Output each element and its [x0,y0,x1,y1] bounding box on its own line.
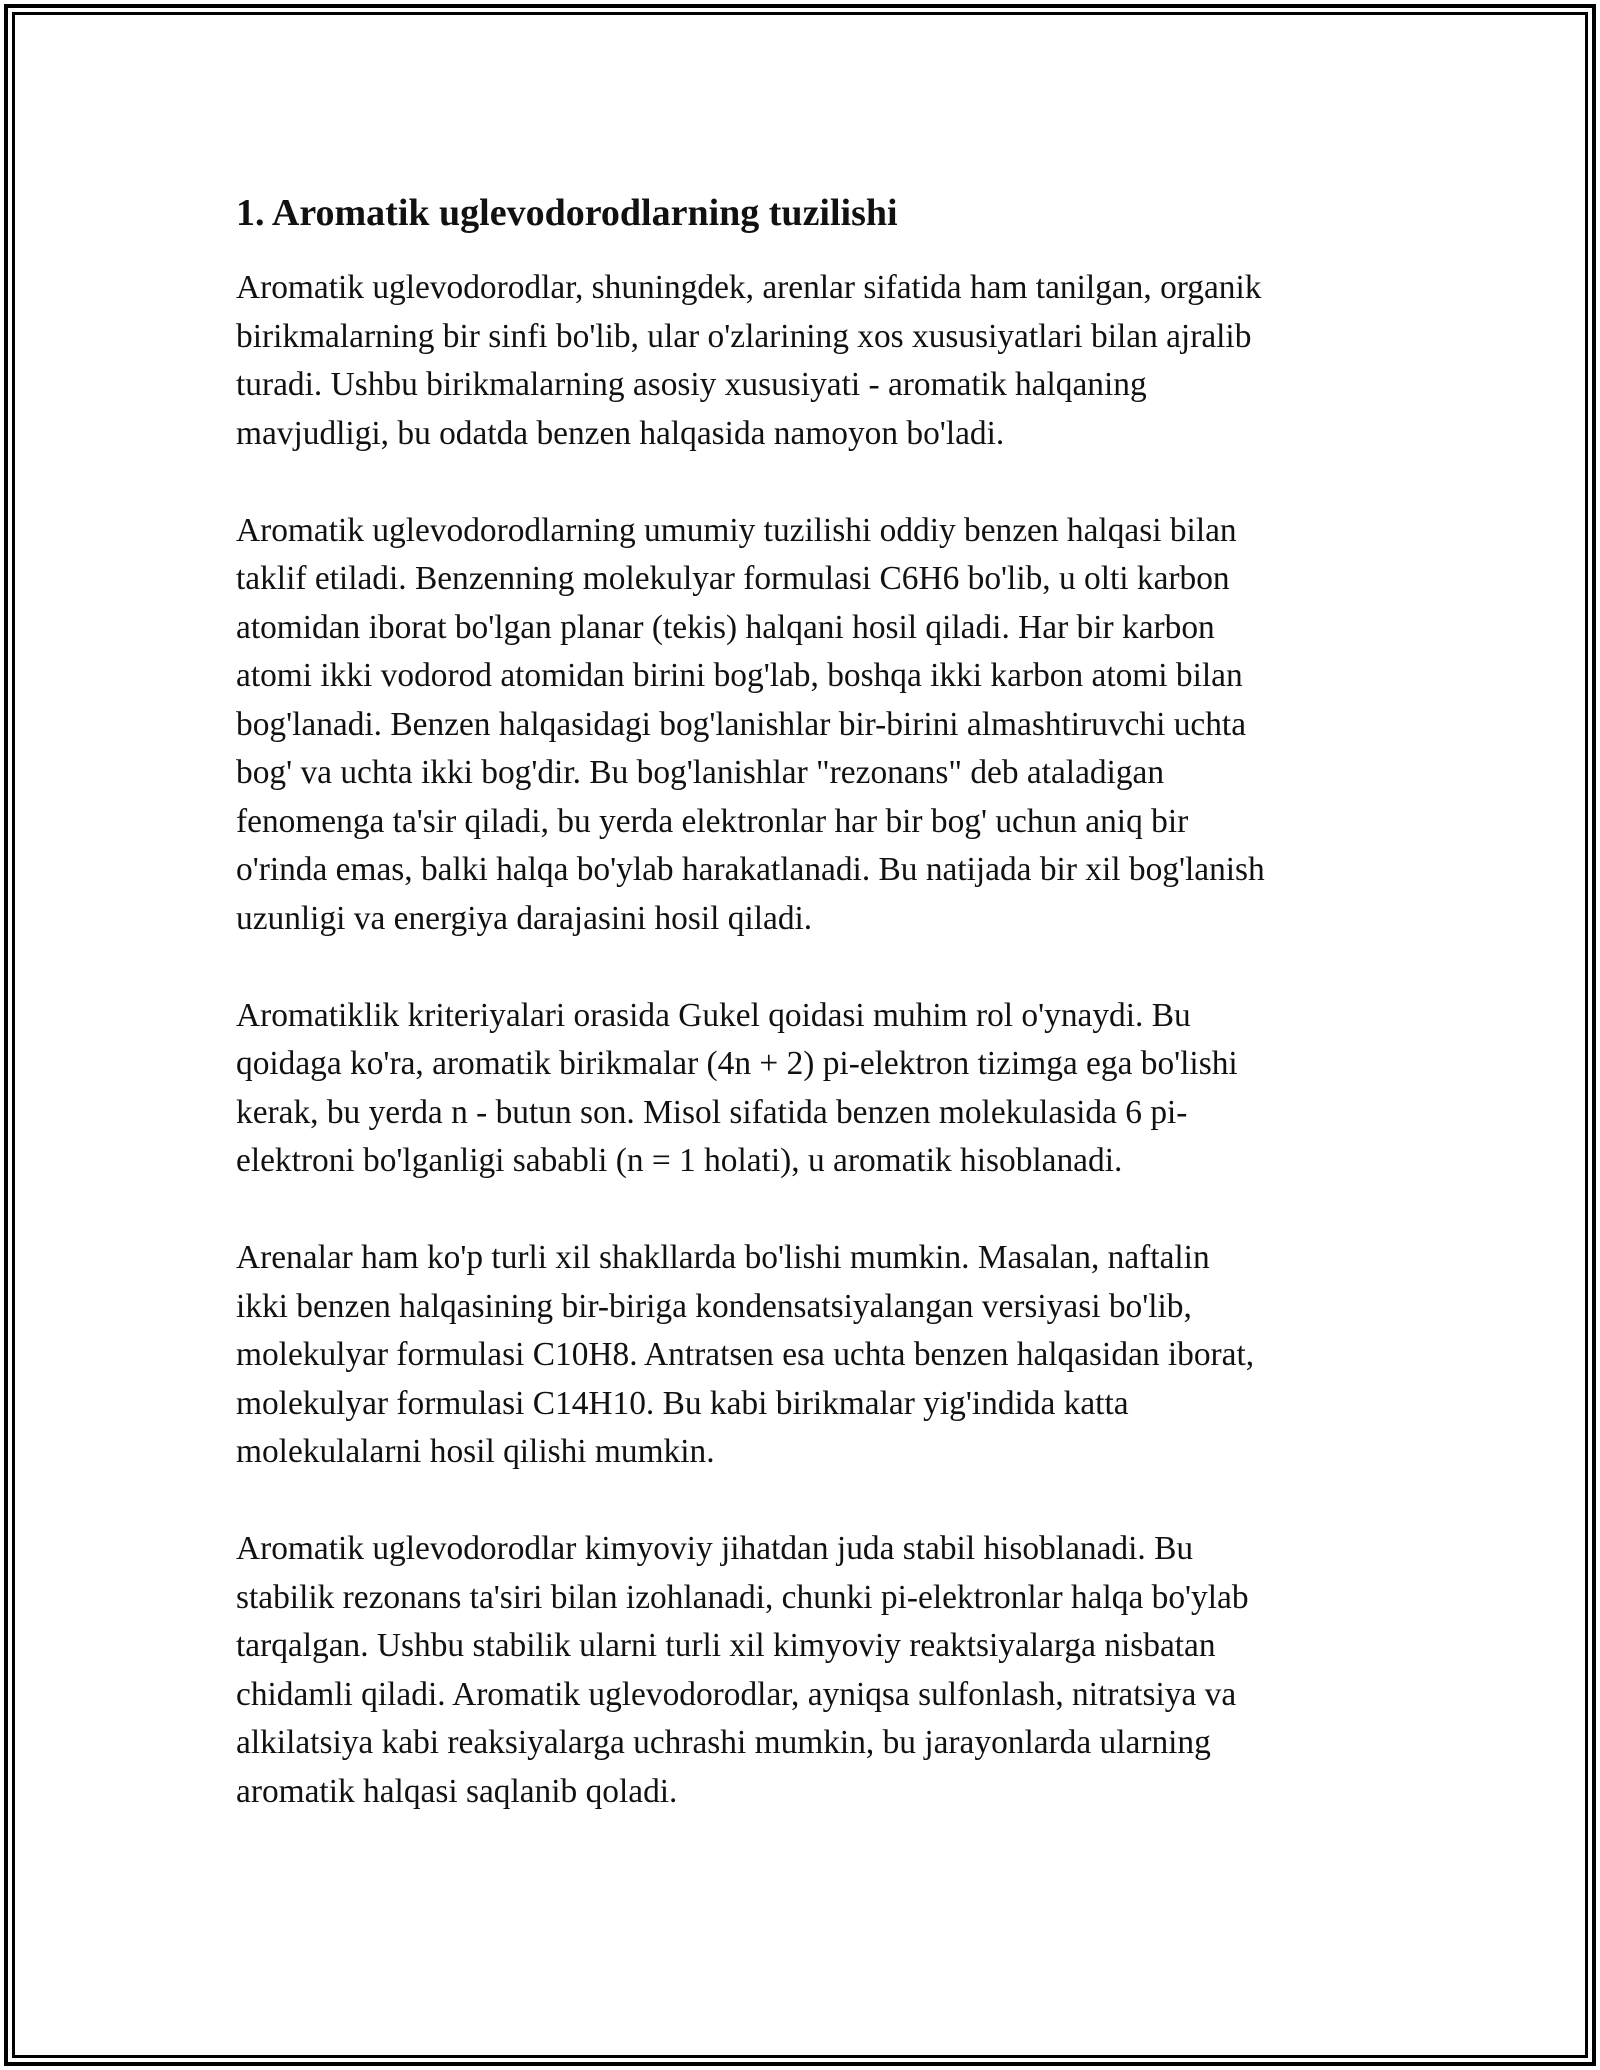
paragraph-2 [236,507,1376,944]
paragraph-5 [236,1525,1376,1816]
paragraph-3 [236,992,1376,1186]
text-line: Aromatiklik kriteriyalari orasida Gukel qoidasi muhim rol o'ynaydi. Bu [236,996,1191,1034]
text-line: kerak, bu yerda n - butun son. Misol sifatida benzen molekulasida 6 pi- [236,1093,1188,1131]
text-line: molekulyar formulasi C14H10. Bu kabi birikmalar yig'indida katta [236,1384,1129,1422]
text-line: mavjudligi, bu odatda benzen halqasida namoyon bo'ladi. [236,414,1005,452]
text-line: turadi. Ushbu birikmalarning asosiy xususiyati - aromatik halqaning [236,366,1147,403]
text-line: aromatik halqasi saqlanib qoladi. [236,1772,678,1810]
text-line: Aromatik uglevodorodlar, shuningdek, arenlar sifatida ham tanilgan, organik [236,269,1262,306]
text-line: uzunligi va energiya darajasini hosil qiladi. [236,899,813,937]
text-line: elektroni bo'lganligi sababli (n = 1 holati), u aromatik hisoblanadi. [236,1142,1123,1179]
text-line: atomidan iborat bo'lgan planar (tekis) halqani hosil qiladi. Har bir karbon [236,608,1215,646]
text-line: taklif etiladi. Benzenning molekulyar formulasi C6H6 bo'lib, u olti karbon [236,560,1230,597]
text-line: alkilatsiya kabi reaksiyalarga uchrashi mumkin, bu jarayonlarda ularning [236,1724,1211,1761]
text-line: bog' va uchta ikki bog'dir. Bu bog'lanishlar "rezonans" deb ataladigan [236,754,1165,791]
text-line: atomi ikki vodorod atomidan birini bog'lab, boshqa ikki karbon atomi bilan [236,657,1243,694]
text-line: chidamli qiladi. Aromatik uglevodorodlar, ayniqsa sulfonlash, nitratsiya va [236,1675,1237,1713]
text-line: o'rinda emas, balki halqa bo'ylab harakatlanadi. Bu natijada bir xil bog'lanish [236,851,1265,888]
text-line: birikmalarning bir sinfi bo'lib, ular o'zlarining xos xususiyatlari bilan ajralib [236,317,1252,355]
text-line: stabilik rezonans ta'siri bilan izohlanadi, chunki pi-elektronlar halqa bo'ylab [236,1578,1249,1616]
text-line: Arenalar ham ko'p turli xil shakllarda bo'lishi mumkin. Masalan, naftalin [236,1239,1210,1276]
section-heading: 1. Aromatik uglevodorodlarning tuzilishi [236,192,898,234]
text-line: Aromatik uglevodorodlarning umumiy tuzilishi oddiy benzen halqasi bilan [236,511,1237,549]
text-line: bog'lanadi. Benzen halqasidagi bog'lanishlar bir-birini almashtiruvchi uchta [236,705,1247,743]
text-line: Aromatik uglevodorodlar kimyoviy jihatdan juda stabil hisoblanadi. Bu [236,1530,1194,1567]
text-line: tarqalgan. Ushbu stabilik ularni turli xil kimyoviy reaktsiyalarga nisbatan [236,1627,1216,1664]
text-line: fenomenga ta'sir qiladi, bu yerda elektronlar har bir bog' uchun aniq bir [236,802,1189,840]
text-line: molekulyar formulasi C10H8. Antratsen esa uchta benzen halqasidan iborat, [236,1336,1255,1373]
text-line: qoidaga ko'ra, aromatik birikmalar (4n + 2) pi-elektron tizimga ega bo'lishi [236,1045,1238,1082]
text-line: molekulalarni hosil qilishi mumkin. [236,1433,715,1470]
paragraph-1 [236,264,1376,458]
text-line: ikki benzen halqasining bir-biriga kondensatsiyalangan versiyasi bo'lib, [236,1287,1192,1325]
document-body [236,184,1376,1865]
paragraph-4 [236,1234,1376,1477]
